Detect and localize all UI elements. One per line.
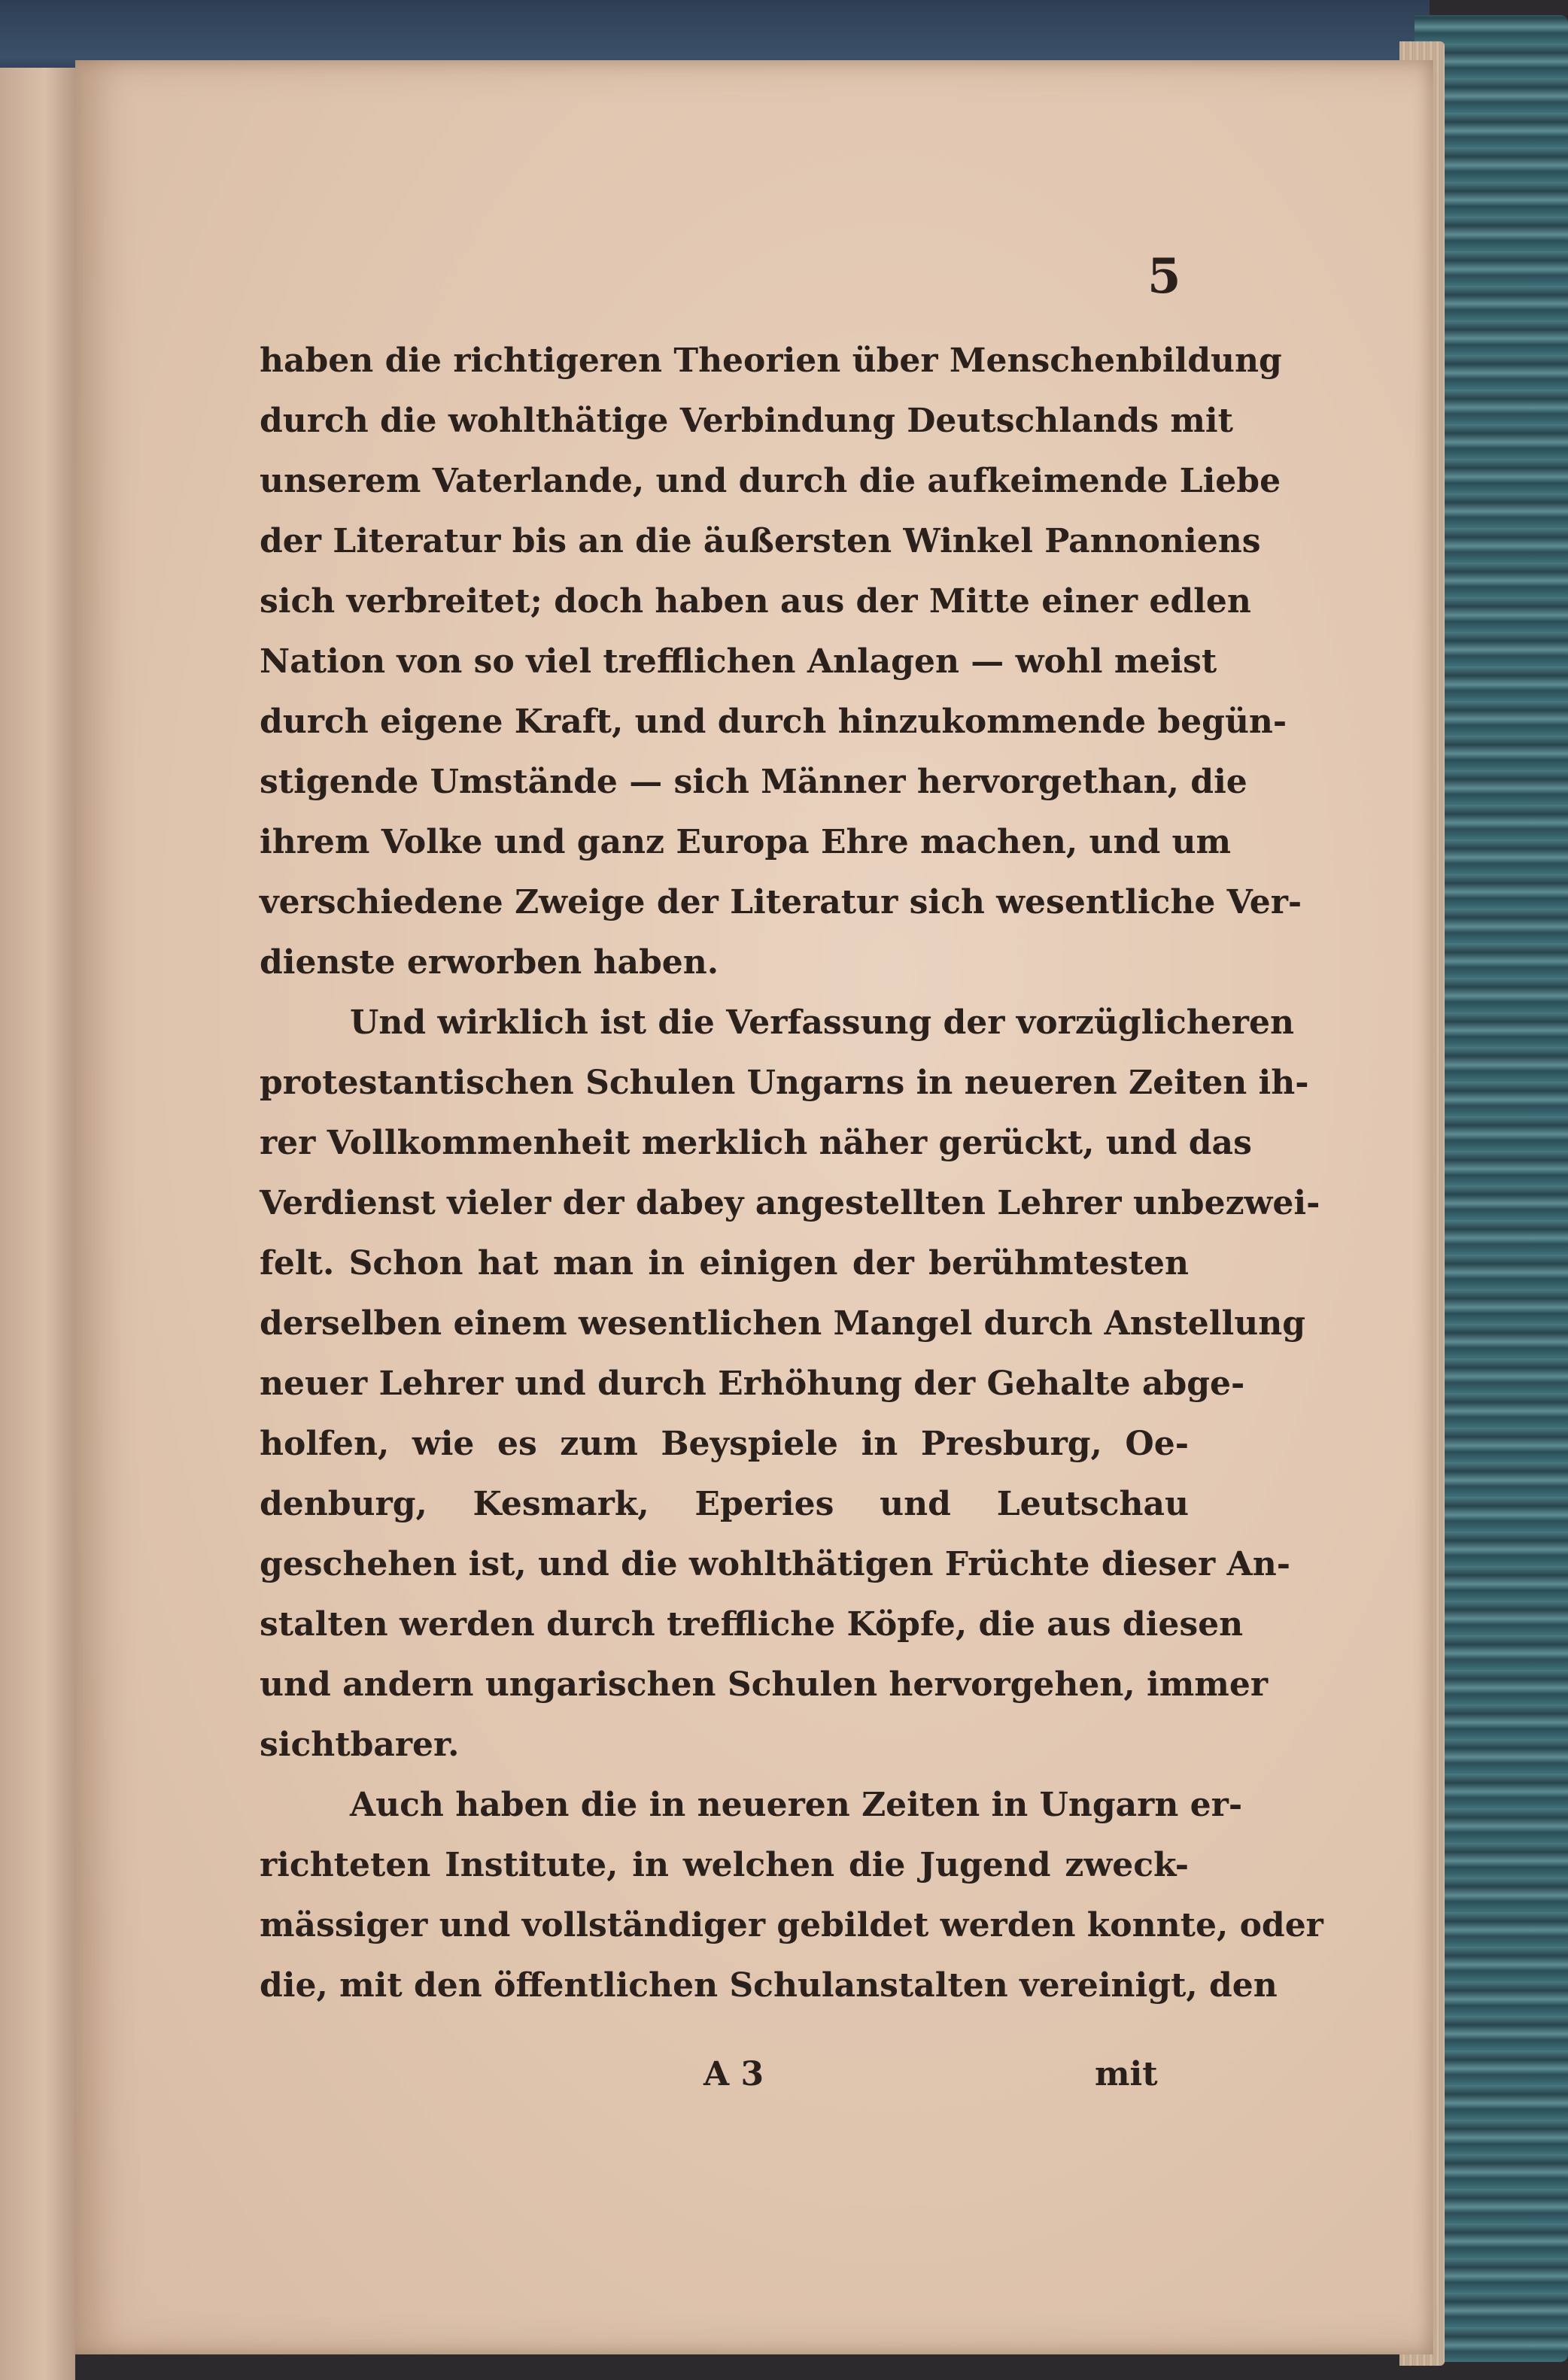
text-line: der Literatur bis an die äußersten Winkel Pannoniens xyxy=(260,522,1261,560)
text-line: unserem Vaterlande, und durch die aufkeimende Liebe xyxy=(260,462,1281,500)
text-line: verschiedene Zweige der Literatur sich wesentliche Ver- xyxy=(260,883,1302,921)
body-text xyxy=(260,331,1323,2016)
text-line: mässiger und vollständiger gebildet werden konnte, oder xyxy=(260,1906,1323,1944)
text-line: denburg, Kesmark, Eperies und Leutschau xyxy=(260,1485,1189,1523)
text-line: Verdienst vieler der dabey angestellten Lehrer unbezwei- xyxy=(260,1184,1320,1222)
text-line: derselben einem wesentlichen Mangel durch Anstellung xyxy=(260,1304,1305,1343)
text-line: holfen, wie es zum Beyspiele in Presburg, Oe- xyxy=(260,1425,1189,1463)
text-line: Und wirklich ist die Verfassung der vorzüglicheren xyxy=(350,1003,1294,1042)
text-line: stigende Umstände — sich Männer hervorgethan, die xyxy=(260,763,1247,801)
text-line: und andern ungarischen Schulen hervorgehen, immer xyxy=(260,1665,1269,1704)
text-line: haben die richtigeren Theorien über Menschenbildung xyxy=(260,342,1282,380)
text-line: durch eigene Kraft, und durch hinzukommende begün- xyxy=(260,703,1287,741)
text-line: rer Vollkommenheit merklich näher gerückt, und das xyxy=(260,1124,1252,1162)
text-line: richteten Institute, in welchen die Jugend zweck- xyxy=(260,1846,1189,1884)
text-line: geschehen ist, und die wohlthätigen Früchte dieser An- xyxy=(260,1545,1290,1583)
facing-page-edge xyxy=(0,68,75,2380)
text-line: neuer Lehrer und durch Erhöhung der Gehalte abge- xyxy=(260,1365,1245,1403)
page-footer xyxy=(260,2045,1189,2105)
text-line: stalten werden durch treffliche Köpfe, die aus diesen xyxy=(260,1605,1244,1644)
text-line: Auch haben die in neueren Zeiten in Ungarn er- xyxy=(350,1786,1243,1824)
text-line: Nation von so viel trefflichen Anlagen — wohl meist xyxy=(260,642,1217,681)
text-line: felt. Schon hat man in einigen der berühmtesten xyxy=(260,1244,1189,1283)
text-line: die, mit den öffentlichen Schulanstalten vereinigt, den xyxy=(260,1966,1278,2005)
text-line: sichtbarer. xyxy=(260,1726,460,1764)
text-line: sich verbreitet; doch haben aus der Mitte einer edlen xyxy=(260,582,1251,621)
text-line: dienste erworben haben. xyxy=(260,943,719,982)
page-number: 5 xyxy=(1147,248,1181,305)
text-line: durch die wohlthätige Verbindung Deutschlands mit xyxy=(260,402,1233,440)
signature-mark: A 3 xyxy=(703,2055,764,2093)
text-line: protestantischen Schulen Ungarns in neueren Zeiten ih- xyxy=(260,1064,1309,1102)
text-line: ihrem Volke und ganz Europa Ehre machen, und um xyxy=(260,823,1232,861)
catchword: mit xyxy=(1095,2055,1158,2093)
